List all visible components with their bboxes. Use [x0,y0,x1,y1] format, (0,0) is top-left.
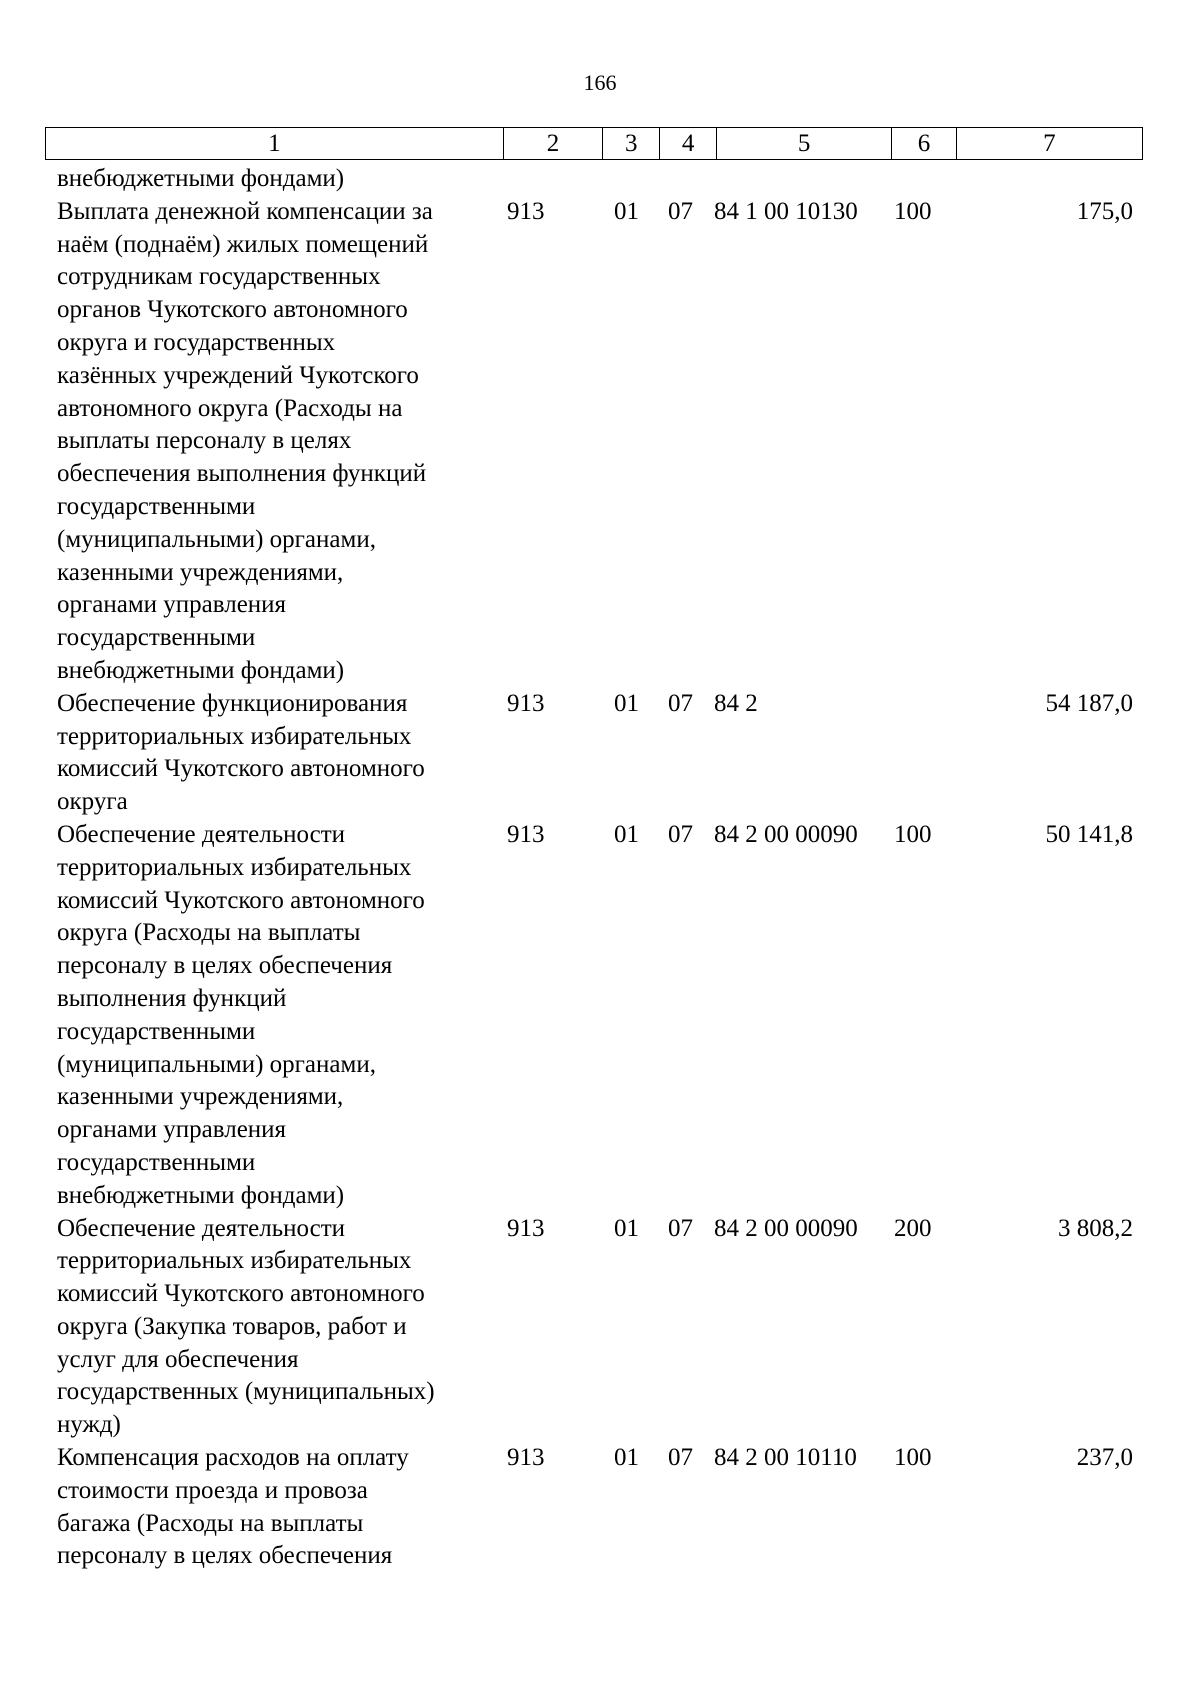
table-row [45,688,1143,819]
table-row [45,1442,1143,1573]
row-description: Выплата денежной компенсации за наём (поднаём) жилых помещений сотрудникам государственных органов Чукотского автономного округа и государственных казённых учреждений Чукотского автономного округа (Расходы на выплаты персоналу в целях обеспечения выполнения функций государственными (муниципальными) органами, казенными учреждениями, органами управления государственными внебюджетными фондами) [57,197,433,684]
row-expense-type: 200 [894,1214,932,1242]
row-section-code [595,163,652,196]
row-description: Обеспечение функционирования территориальных избирательных комиссий Чукотского автономного округа [57,689,425,816]
row-amount: 54 187,0 [1045,689,1133,717]
row-ministry-code: 913 [507,1444,545,1472]
header-col-6: 6 [892,128,957,160]
row-expense-type: 100 [894,1444,932,1472]
row-target-code: 84 2 00 00090 [714,820,858,848]
header-col-3: 3 [603,128,660,160]
row-amount: 50 141,8 [1045,820,1133,848]
row-subsection-code: 07 [668,689,693,717]
row-amount: 175,0 [1076,197,1133,225]
table-row [45,819,1143,1213]
header-col-4: 4 [660,128,717,160]
row-section-code: 01 [614,689,639,717]
row-expense-type: 100 [894,820,932,848]
row-subsection-code: 07 [668,1444,693,1472]
page-number: 166 [583,70,617,95]
row-description: внебюджетными фондами) [57,165,345,192]
row-expense-type [882,688,944,819]
row-section-code: 01 [614,1444,639,1472]
header-col-5: 5 [717,128,892,160]
row-subsection-code: 07 [668,820,693,848]
table-row [45,196,1143,688]
row-description: Обеспечение деятельности территориальных избирательных комиссий Чукотского автономного округа (Закупка товаров, работ и услуг для обеспечения государственных (муниципальных) нужд) [57,1214,435,1439]
row-target-code: 84 2 00 10110 [714,1444,857,1472]
row-amount: 237,0 [1076,1444,1133,1472]
row-section-code: 01 [614,820,639,848]
table-row [45,1213,1143,1443]
row-section-code: 01 [614,1214,639,1242]
row-target-code: 84 2 [714,689,758,717]
row-target-code: 84 1 00 10130 [714,197,858,225]
table-body [45,163,1143,1573]
row-amount [944,163,1143,196]
header-col-7: 7 [956,128,1142,160]
row-expense-type [882,163,944,196]
row-ministry-code [495,163,595,196]
table-header [45,127,1143,160]
row-subsection-code: 07 [668,1214,693,1242]
row-ministry-code: 913 [507,689,545,717]
row-ministry-code: 913 [507,820,545,848]
header-col-2: 2 [503,128,603,160]
row-target-code: 84 2 00 00090 [714,1214,858,1242]
row-target-code [709,163,882,196]
row-description: Компенсация расходов на оплату стоимости проезда и провоза багажа (Расходы на выплаты персоналу в целях обеспечения [57,1444,409,1570]
row-ministry-code: 913 [507,197,545,225]
row-expense-type: 100 [894,197,932,225]
table-row [45,163,1143,196]
row-subsection-code [652,163,709,196]
row-amount: 3 808,2 [1058,1214,1133,1242]
header-col-1: 1 [46,128,504,160]
row-description: Обеспечение деятельности территориальных избирательных комиссий Чукотского автономного округа (Расходы на выплаты персоналу в целях обеспечения выполнения функций государственными (муниципальными) органами, казенными учреждениями, органами управления государственными внебюджетными фондами) [57,820,425,1209]
row-section-code: 01 [614,197,639,225]
row-subsection-code: 07 [668,197,693,225]
row-ministry-code: 913 [507,1214,545,1242]
